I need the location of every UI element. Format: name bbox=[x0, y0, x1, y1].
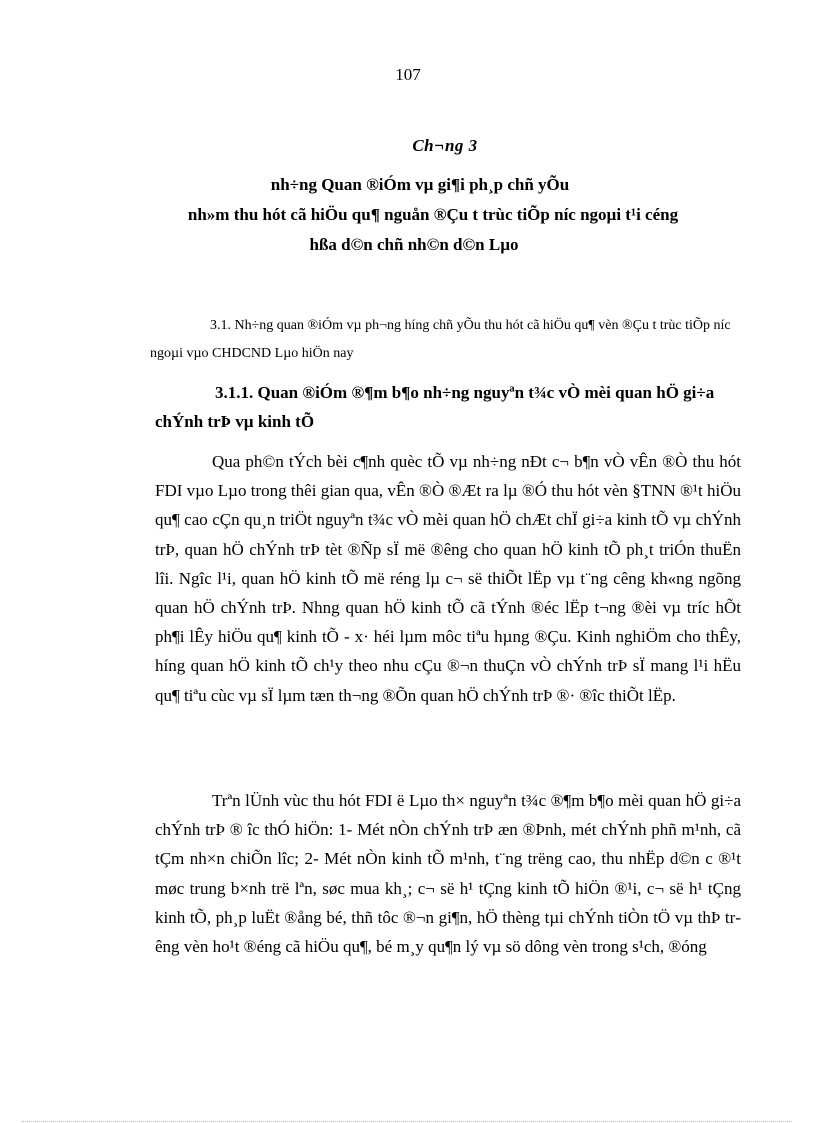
page-number: 107 bbox=[395, 65, 421, 84]
chapter-title-line-1: nh÷ng Quan ®iÓm vµ gi¶i ph¸p chñ yÕu bbox=[270, 175, 570, 194]
section-heading: 3.1. Nh÷ng quan ®iÓm vµ ph¬ng híng chñ yÕu thu hót cã hiÖu qu¶ vèn ®Çu t trùc tiÕp níc ngoµi vµo CHDCND Lµo hiÖn nay bbox=[150, 318, 731, 361]
chapter-title-line-3: hßa d©n chñ nh©n d©n Lµo bbox=[309, 235, 519, 254]
body-paragraph-2: Trªn lÜnh vùc thu hót FDI ë Lµo th× nguyªn t¾c ®¶m b¶o mèi quan hÖ gi÷a chÝnh trÞ ® îc thÓ hiÖn: 1- Mét nÒn chÝnh trÞ æn ®Þnh, mét chÝnh phñ m¹nh, cã tÇm nh×n chiÕn lîc; 2- Mét nÒn kinh tÕ m¹nh, t¨ng trëng cao, thu nhËp d©n c ®¹t møc trung b×nh trë lªn, søc mua kh¸; c¬ së h¹ tÇng kinh tÕ hiÖn ®¹i, c¬ së h¹ tÇng kinh tÕ, ph¸p luËt ®ång bé, thñ tôc ®¬n gi¶n, hÖ thèng tµi chÝnh tiÒn tÖ vµ thÞ trêng vèn ho¹t ®éng cã hiÖu qu¶, bé m¸y qu¶n lý vµ sö dông vèn trong s¹ch, ®óng bbox=[155, 791, 741, 957]
body-paragraph-1: Qua ph©n tÝch bèi c¶nh quèc tÕ vµ nh÷ng nÐt c¬ b¶n vÒ vÊn ®Ò thu hót FDI vµo Lµo trong thêi gian qua, vÊn ®Ò ®Æt ra lµ ®Ó thu hót vèn §TNN ®¹t hiÖu qu¶ cao cÇn qu¸n triÖt nguyªn t¾c vÒ mèi quan hÖ chÆt chÏ gi÷a kinh tÕ vµ chÝnh trÞ, quan hÖ chÝnh trÞ tèt ®Ñp sÏ më ®êng cho quan hÖ kinh tÕ ph¸t triÓn thuËn lîi. Ngîc l¹i, quan hÖ kinh tÕ më réng lµ c¬ së thiÕt lËp vµ t¨ng cêng kh«ng ngõng quan hÖ chÝnh trÞ. Nhng quan hÖ kinh tÕ cã tÝnh ®éc lËp t¬ng ®èi vµ tríc hÕt ph¶i lÊy hiÖu qu¶ kinh tÕ - x· héi lµm môc tiªu hµng ®Çu. Kinh nghiÖm cho thÊy, híng quan hÖ kinh tÕ ch¹y theo nhu cÇu ®¬n thuÇn vÒ chÝnh trÞ sÏ mang l¹i hËu qu¶ tiªu cùc vµ sÏ lµm tæn th¬ng ®Õn quan hÖ chÝnh trÞ ®· ®îc thiÕt lËp. bbox=[155, 452, 741, 705]
chapter-label: Ch¬ng 3 bbox=[412, 136, 478, 155]
subsection-heading: 3.1.1. Quan ®iÓm ®¶m b¶o nh÷ng nguyªn t¾c vÒ mèi quan hÖ gi÷a chÝnh trÞ vµ kinh tÕ bbox=[155, 383, 715, 431]
page-bottom-divider bbox=[22, 1121, 792, 1122]
chapter-title-line-2: nh»m thu hót cã hiÖu qu¶ nguån ®Çu t trùc tiÕp níc ngoµi t¹i céng bbox=[187, 205, 679, 224]
